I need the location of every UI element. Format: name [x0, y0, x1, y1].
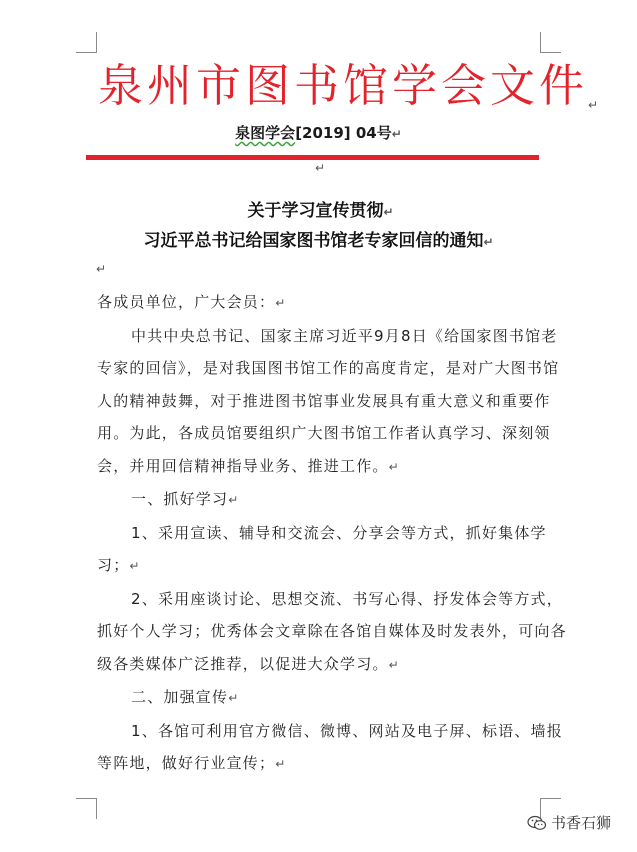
watermark-text: 书香石狮 — [551, 814, 612, 832]
list-item: 1、各馆可利用官方微信、微博、网站及电子屏、标语、墙报等阵地，做好行业宣传；↵ — [97, 721, 563, 772]
doc-number-rest: [2019] 04号 — [295, 124, 392, 142]
body-paragraph: 中共中央总书记、国家主席习近平9月8日《给国家图书馆老专家的回信》，是对我国图书馆工作的高度肯定，是对广大图书馆人的精神鼓舞，对于推进图书馆事业发展具有重大意义和重要作用。为此，各成员馆要组织广大图书馆工作者认真学习、深刻领会，并用回信精神指导业务、推进工作。↵ — [97, 326, 560, 475]
document-header-title: 泉州市图书馆学会文件↵ — [98, 59, 603, 112]
crop-mark-bottom-left — [76, 798, 97, 819]
red-divider-line — [86, 155, 539, 160]
section-heading-publicity: 二、加强宣传↵ — [131, 688, 240, 706]
list-item: 1、采用宣读、辅导和交流会、分享会等方式，抓好集体学习；↵ — [97, 523, 547, 574]
document-body — [97, 286, 567, 781]
crop-mark-top-left — [76, 32, 97, 53]
list-item: 2、采用座谈讨论、思想交流、书写心得、抒发体会等方式，抓好个人学习；优秀体会文章除在各馆自媒体及时发表外，可向各级各类媒体广泛推荐，以促进大众学习。↵ — [97, 589, 567, 673]
notice-title-line2: 习近平总书记给国家图书馆老专家回信的通知↵ — [143, 231, 494, 251]
notice-title-line1: 关于学习宣传贯彻↵ — [247, 201, 394, 221]
paragraph-mark: ↵ — [315, 161, 326, 175]
salutation: 各成员单位，广大会员：↵ — [97, 293, 287, 311]
section-heading-study: 一、抓好学习↵ — [131, 490, 240, 508]
wechat-icon — [527, 815, 547, 831]
crop-mark-top-right — [540, 32, 561, 53]
watermark — [527, 812, 611, 833]
doc-number-issuer: 泉图学会 — [235, 124, 296, 142]
document-number: 泉图学会[2019] 04号↵ — [235, 124, 402, 142]
paragraph-mark: ↵ — [96, 262, 107, 276]
